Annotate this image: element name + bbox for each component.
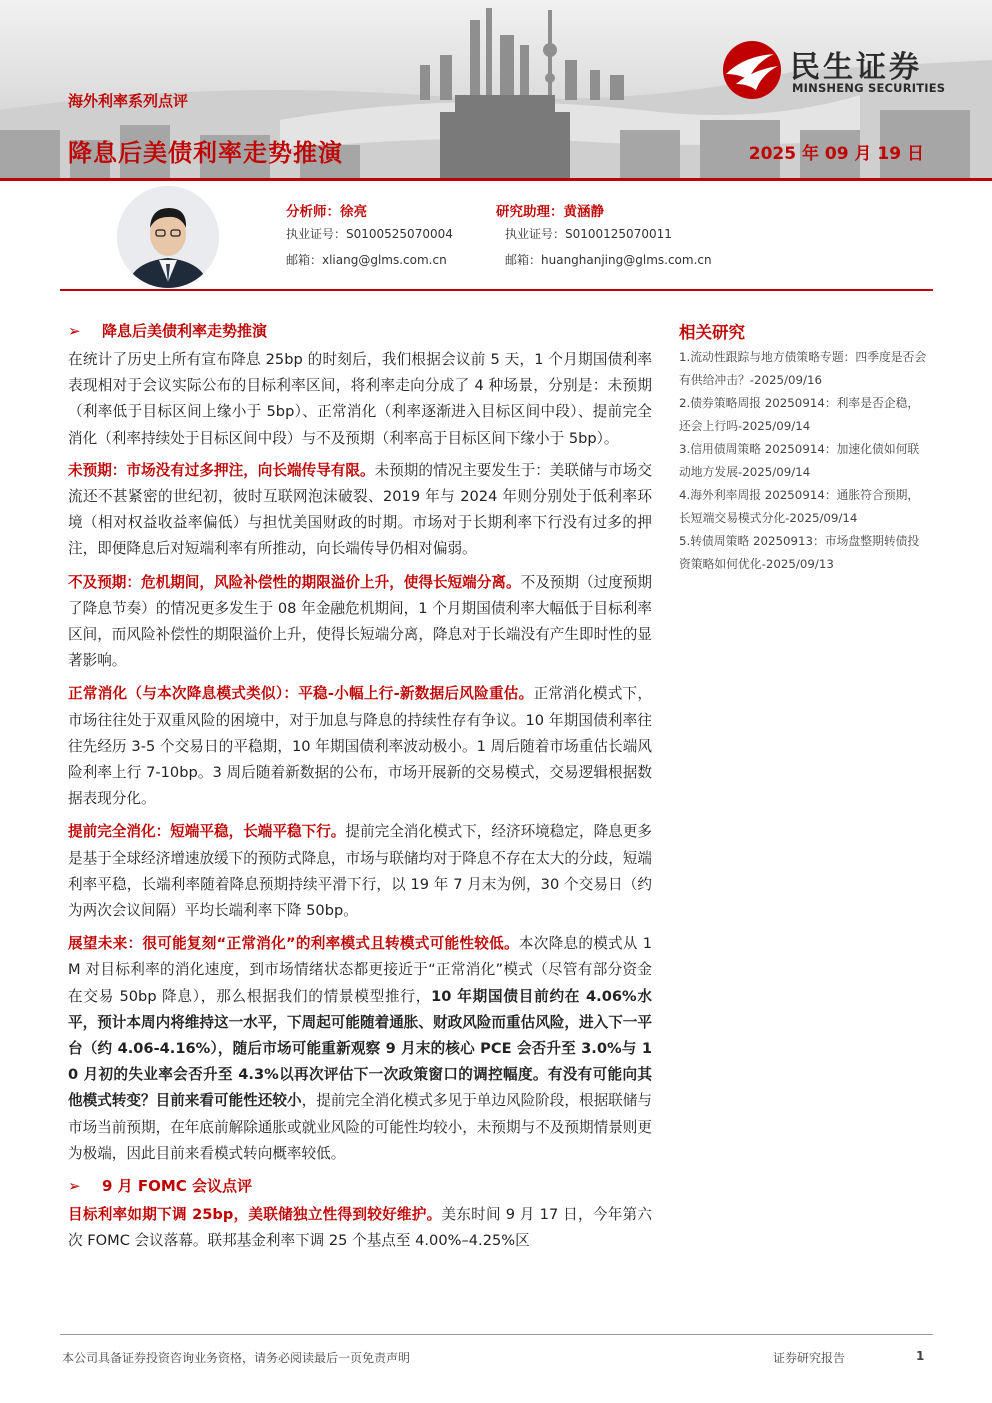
analyst-name: 分析师：徐亮 [286,204,367,220]
analyst-email[interactable]: 邮箱：xliang@glms.com.cn [286,253,447,267]
report-series: 海外利率系列点评 [68,92,189,110]
section-heading-2 [68,1174,652,1198]
assistant-email[interactable]: 邮箱：huanghanjing@glms.com.cn [505,253,712,267]
logo-chinese-name: 民生证券 [790,50,922,85]
paragraph-unexpected [68,458,652,563]
related-research-item[interactable]: 5.转债周策略 20250913：市场盘整期转债投资策略如何优化-2025/09/13 [679,534,920,571]
paragraph-text: 美东时间 9 月 17 日，今年第六次 FOMC 会议落幕。联邦基金利率下调 25 个基点至 4.00%–4.25%区 [68,1206,652,1250]
paragraph-lead: 未预期：市场没有过多押注，向长端传导有限。 [68,461,375,479]
page-number: 1 [916,1349,925,1363]
chevron-right-icon: ➢ [68,322,81,340]
paragraph-bold-text: 10 年期国债目前约在 4.06%水平，预计本周内将维持这一水平，下周起可能随着通胀、财政风险而重估风险，进入下一平台（约 4.06-4.16%），随后市场可能重新观察 9 月末的核心 PCE 会否升至 3.0%与 10 月初的失业率会否升至 4.3%以再次评估下一次政策窗口的调控幅度。有没有可能向其他模式转变？目前来看可能性还较小 [68,987,652,1110]
analyst-divider [60,289,933,291]
section-title: 降息后美债利率走势推演 [102,322,268,340]
footer-divider [60,1334,933,1335]
paragraph-fully-priced [68,819,652,924]
section-heading-1 [68,319,652,343]
paragraph-below-expectation [68,570,652,675]
paragraph-normal-digestion [68,681,652,812]
assistant-name: 研究助理：黄涵静 [496,204,604,220]
analyst-cert: 执业证号：S0100525070004 [286,227,453,241]
related-research-item[interactable]: 4.海外利率周报 20250914：通胀符合预期，长短端交易模式分化-2025/09/14 [679,488,920,525]
report-body [68,319,652,1262]
related-research-item[interactable]: 1.流动性跟踪与地方债策略专题：四季度是否会有供给冲击？-2025/09/16 [679,350,927,387]
paragraph-text: 不及预期（过度预期了降息节奏）的情况更多发生于 08 年金融危机期间，1 个月期国债利率大幅低于目标利率区间，而风险补偿性的期限溢价上升，使得长短端分离，降息对于长端没有产生即时性的显著影响。 [68,573,652,670]
paragraph-text: 未预期的情况主要发生于：美联储与市场交流还不甚紧密的世纪初，彼时互联网泡沫破裂、2019 年与 2024 年则分别处于低利率环境（相对权益收益率偏低）与担忧美国财政的时期。市场对于长期利率下行没有过多的押注，即便降息后对短端利率有所推动，向长端传导仍相对偏弱。 [68,461,652,558]
related-research-sidebar [679,319,929,576]
page-title: 降息后美债利率走势推演 [68,139,343,167]
logo-english-name: MINSHENG SECURITIES [792,81,946,95]
section-title: 9 月 FOMC 会议点评 [102,1177,253,1196]
footer-disclaimer: 本公司具备证券投资咨询业务资格，请务必阅读最后一页免责声明 [62,1351,411,1365]
paragraph-text: 本次降息的模式从 1M 对目标利率的消化速度，到市场情绪状态都更接近于“正常消化”模式（尽管有部分资金在交易 50bp 降息），那么根据我们的情景模型推行， [68,935,652,1005]
minsheng-logo-icon [722,40,786,100]
paragraph-intro: 在统计了历史上所有宣布降息 25bp 的时刻后，我们根据会议前 5 天，1 个月期国债利率表现相对于会议实际公布的目标利率区间，将利率走向分成了 4 种场景，分别是：未预期（利率低于目标区间上缘小于 5bp）、正常消化（利率逐渐进入目标区间中段）、提前完全消化（利率持续处于目标区间中段）与不及预期（利率高于目标区间下缘小于 5bp）。 [68,351,652,447]
related-research-title: 相关研究 [679,323,745,342]
paragraph-lead: 提前完全消化：短端平稳，长端平稳下行。 [68,823,346,841]
paragraph-fomc [68,1202,652,1254]
paragraph-lead: 正常消化（与本次降息模式类似）：平稳-小幅上行-新数据后风险重估。 [68,685,534,703]
paragraph-lead: 展望未来：很可能复刻“正常消化”的利率模式且转模式可能性较低。 [68,935,519,953]
footer-doc-type: 证券研究报告 [773,1351,846,1365]
chevron-right-icon: ➢ [68,1177,81,1196]
paragraph-text: 提前完全消化模式下，经济环境稳定，降息更多是基于全球经济增速放缓下的预防式降息，市场与联储均对于降息不存在太大的分歧，短端利率平稳，长端利率随着降息预期持续平滑下行，以 19 年 7 月末为例，30 个交易日（约为两次会议间隔）平均长端利率下降 50bp。 [68,823,652,920]
analyst-portrait-icon [117,186,219,288]
report-date: 2025 年 09 月 19 日 [748,144,924,164]
assistant-cert: 执业证号：S0100125070011 [505,227,672,241]
paragraph-lead: 目标利率如期下调 25bp，美联储独立性得到较好维护。 [68,1206,442,1224]
paragraph-lead: 不及预期：危机期间，风险补偿性的期限溢价上升，使得长短端分离。 [68,573,521,591]
company-logo [722,40,962,100]
related-research-item[interactable]: 2.债券策略周报 20250914：利率是否企稳，还会上行吗-2025/09/14 [679,396,920,433]
paragraph-text: 正常消化模式下，市场往往处于双重风险的困境中，对于加息与降息的持续性存有争议。10 年期国债利率往往先经历 3-5 个交易日的平稳期，10 年期国债利率波动极小。1 周后随着市场重估长端风险利率上行 7-10bp。3 周后随着新数据的公布，市场开展新的交易模式，交易逻辑根据数据表现分化。 [68,685,652,808]
analyst-avatar [117,186,219,288]
paragraph-text: ，提前完全消化模式多见于单边风险阶段，根据联储与市场当前预期，在年底前解除通胀或就业风险的可能性均较小，未预期与不及预期情景则更为极端，因此目前来看模式转向概率较低。 [68,1092,652,1162]
paragraph-outlook [68,931,652,1167]
header-divider [0,178,992,181]
header-banner [0,0,992,180]
related-research-item[interactable]: 3.信用债周策略 20250914：加速化债如何联动地方发展-2025/09/14 [679,442,920,479]
